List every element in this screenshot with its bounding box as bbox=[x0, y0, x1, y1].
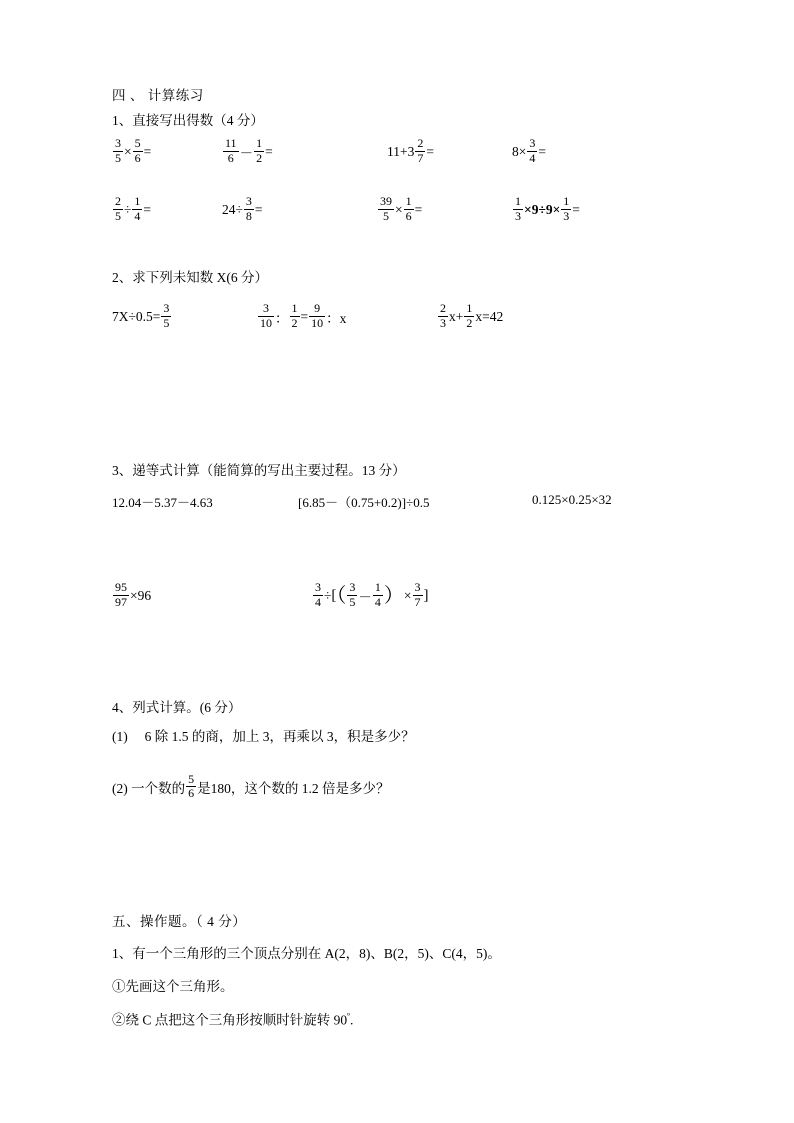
q3-expr-3: 0.125×0.25×32 bbox=[532, 491, 612, 507]
tail: x=42 bbox=[475, 308, 504, 324]
q3-expr-5 bbox=[312, 582, 429, 610]
q1-row-2 bbox=[112, 196, 702, 236]
degree-symbol: º bbox=[347, 1011, 350, 1022]
q3-row-1 bbox=[112, 492, 702, 516]
q1-expr-4 bbox=[512, 138, 546, 166]
q2-expr-2 bbox=[257, 303, 346, 331]
q4-item2-text bbox=[112, 774, 390, 802]
prefix: 24÷ bbox=[222, 201, 243, 217]
q1-expr-8 bbox=[512, 196, 580, 224]
section-4-title: 四 、 计算练习 bbox=[112, 88, 204, 103]
q1-expr-7 bbox=[377, 196, 422, 224]
operator: x+ bbox=[449, 308, 464, 324]
equals: = bbox=[300, 308, 309, 324]
step-2-text: ②绕 C 点把这个三角形按顺时针旋转 90 bbox=[112, 1012, 348, 1028]
fraction: $\frac{3}{5}$ bbox=[115, 136, 121, 165]
q2-expr-1 bbox=[112, 303, 172, 331]
work-space-q3-b bbox=[112, 632, 702, 694]
section-5-title: 五、操作题。（ 4 分） bbox=[112, 913, 247, 929]
worksheet-content bbox=[112, 86, 702, 1036]
work-space-q3-a bbox=[112, 520, 702, 582]
fraction: $\frac{5}{6}$ bbox=[134, 136, 141, 165]
fraction: $\frac{3}{4}$ bbox=[529, 136, 536, 165]
prefix: 11+3 bbox=[387, 143, 415, 159]
fraction: $\frac{3}{5}$ bbox=[349, 580, 356, 609]
question-1-label: 1、直接写出得数（4 分） bbox=[112, 112, 264, 128]
equals: = bbox=[572, 201, 580, 217]
ratio-colon: ： bbox=[275, 310, 289, 326]
question-4-item-2 bbox=[112, 774, 702, 814]
operator: × bbox=[124, 143, 132, 159]
paren-close: ） bbox=[383, 584, 404, 607]
fraction: $\frac{1}{2}$ bbox=[256, 136, 263, 165]
fraction: $\frac{1}{2}$ bbox=[466, 301, 473, 330]
equals: = bbox=[538, 143, 546, 159]
q3-row-2 bbox=[112, 582, 702, 626]
spacer bbox=[112, 242, 702, 268]
section-5-step-1: ①先画这个三角形。 bbox=[112, 979, 234, 995]
fraction: $\frac{3}{10}$ bbox=[260, 301, 272, 330]
fraction: $\frac{3}{4}$ bbox=[315, 580, 321, 609]
equals: = bbox=[265, 143, 273, 159]
fraction: $\frac{11}{6}$ bbox=[225, 136, 237, 165]
q1-row-1 bbox=[112, 138, 702, 178]
fraction: $\frac{1}{4}$ bbox=[134, 194, 141, 223]
operator: ×9÷9× bbox=[524, 201, 561, 217]
fraction: $\frac{1}{6}$ bbox=[405, 194, 412, 223]
fraction: $\frac{3}{8}$ bbox=[245, 194, 252, 223]
bracket-close: ] bbox=[423, 587, 429, 604]
q1-expr-1 bbox=[112, 138, 151, 166]
fraction: $\frac{5}{6}$ bbox=[188, 772, 195, 801]
operator: － bbox=[239, 145, 254, 161]
q1-expr-5 bbox=[112, 196, 151, 224]
fraction: $\frac{39}{5}$ bbox=[380, 194, 392, 223]
work-space-q2 bbox=[112, 349, 702, 435]
prefix: 7X÷0.5= bbox=[112, 308, 161, 324]
bracket-open: [ bbox=[331, 587, 337, 604]
spacer bbox=[112, 435, 702, 461]
step-2-period: . bbox=[349, 1012, 354, 1028]
fraction: $\frac{1}{2}$ bbox=[291, 301, 298, 330]
fraction: $\frac{1}{4}$ bbox=[374, 580, 381, 609]
q3-expr-1: 12.04－5.37－4.63 bbox=[112, 494, 213, 510]
paren-open: （ bbox=[336, 584, 347, 607]
q1-expr-2 bbox=[222, 138, 273, 166]
operator: × bbox=[403, 587, 412, 603]
q3-expr-2: [6.85－（0.75+0.2)]÷0.5 bbox=[298, 494, 430, 510]
q3-expr-4 bbox=[112, 582, 151, 610]
fraction: $\frac{1}{3}$ bbox=[563, 194, 570, 223]
question-4-label: 4、列式计算。(6 分） bbox=[112, 699, 242, 715]
fraction: $\frac{2}{5}$ bbox=[115, 194, 121, 223]
ratio-x: ：x bbox=[326, 310, 347, 326]
question-4-item-1: (1) 6 除 1.5 的商，加上 3，再乘以 3，积是多少？ bbox=[112, 728, 415, 744]
prefix: 8× bbox=[512, 143, 527, 159]
q1-expr-6 bbox=[222, 196, 263, 224]
q2-row bbox=[112, 303, 702, 343]
fraction: $\frac{2}{7}$ bbox=[417, 136, 424, 165]
equals: = bbox=[426, 143, 434, 159]
operator: ÷ bbox=[124, 201, 132, 217]
fraction: $\frac{1}{3}$ bbox=[515, 194, 521, 223]
question-2-label: 2、求下列未知数 X(6 分） bbox=[112, 269, 268, 285]
fraction: $\frac{95}{97}$ bbox=[115, 580, 127, 609]
question-3-label: 3、递等式计算（能简算的写出主要过程。13 分） bbox=[112, 462, 406, 478]
equals: = bbox=[143, 201, 152, 217]
equals: = bbox=[143, 143, 152, 159]
operator: － bbox=[358, 589, 372, 605]
prefix: (2) 一个数的 bbox=[112, 781, 186, 797]
fraction: $\frac{3}{5}$ bbox=[163, 301, 170, 330]
section-5-question-1: 1、有一个三角形的三个顶点分别在 A(2，8)、B(2，5)、C(4，5)。 bbox=[112, 946, 501, 962]
equals: = bbox=[414, 201, 423, 217]
fraction: $\frac{9}{10}$ bbox=[311, 301, 324, 330]
equals: = bbox=[254, 201, 263, 217]
fraction: $\frac{2}{3}$ bbox=[440, 301, 446, 330]
section-5-step-2 bbox=[112, 1010, 702, 1031]
work-space-q4 bbox=[112, 820, 702, 906]
operator: ÷ bbox=[324, 587, 332, 603]
q2-expr-3 bbox=[437, 303, 503, 331]
fraction: $\frac{3}{7}$ bbox=[414, 580, 421, 609]
tail: ×96 bbox=[130, 587, 152, 603]
operator: × bbox=[395, 201, 403, 217]
suffix: 是180，这个数的 1.2 倍是多少？ bbox=[197, 781, 390, 797]
q1-expr-3 bbox=[387, 138, 434, 166]
